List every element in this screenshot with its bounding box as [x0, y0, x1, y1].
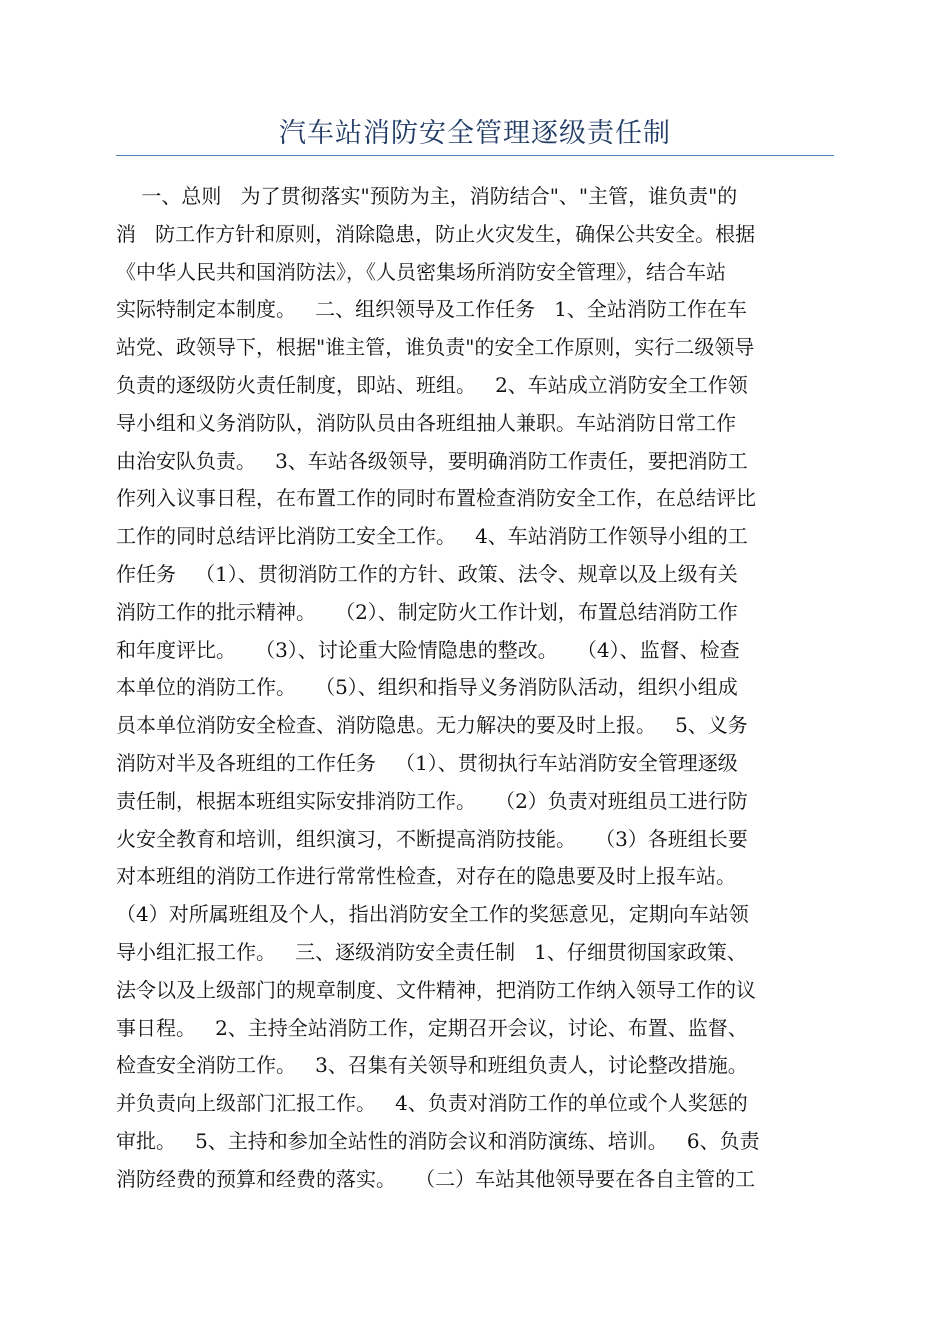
body-line: 消 防工作方针和原则，消除隐患，防止火灾发生，确保公共安全。根据	[116, 221, 756, 246]
body-line: 一、总则 为了贯彻落实"预防为主，消防结合"、"主管，谁负责"的	[116, 184, 738, 208]
body-line: （4）对所属班组及个人，指出消防安全工作的奖惩意见，定期向车站领	[116, 902, 749, 927]
body-line: 由治安队负责。 3、车站各级领导，要明确消防工作责任，要把消防工	[116, 448, 748, 473]
body-line: 员本单位消防安全检查、消防隐患。无力解决的要及时上报。 5、义务	[116, 713, 748, 738]
body-line: 并负责向上级部门汇报工作。 4、负责对消防工作的单位或个人奖惩的	[116, 1091, 748, 1116]
body-line: 本单位的消防工作。 （5）、组织和指导义务消防队活动，组织小组成	[116, 675, 738, 700]
body-line: 审批。 5、主持和参加全站性的消防会议和消防演练、培训。 6、负责	[116, 1128, 760, 1153]
body-line: 消防经费的预算和经费的落实。 （二）车站其他领导要在各自主管的工	[116, 1166, 756, 1191]
title-underline	[116, 155, 834, 156]
body-line: 导小组汇报工作。 三、逐级消防安全责任制 1、仔细贯彻国家政策、	[116, 939, 747, 964]
body-line: 实际特制定本制度。 二、组织领导及工作任务 1、全站消防工作在车	[116, 297, 747, 322]
body-line: 和年度评比。 （3）、讨论重大险情隐患的整改。 （4）、监督、检查	[116, 637, 740, 662]
document-title: 汽车站消防安全管理逐级责任制	[279, 118, 671, 149]
body-line: 责任制，根据本班组实际安排消防工作。 （2）负责对班组员工进行防	[116, 788, 748, 813]
body-line: 作列入议事日程，在布置工作的同时布置检查消防安全工作，在总结评比	[116, 486, 756, 511]
document-body	[116, 178, 846, 1199]
body-line: 消防对半及各班组的工作任务 （1）、贯彻执行车站消防安全管理逐级	[116, 750, 738, 775]
body-line: 对本班组的消防工作进行常常性检查，对存在的隐患要及时上报车站。	[116, 864, 736, 889]
body-line: 事日程。 2、主持全站消防工作，定期召开会议，讨论、布置、监督、	[116, 1015, 748, 1040]
body-line: 《中华人民共和国消防法》，《人员密集场所消防安全管理》，结合车站	[116, 259, 726, 284]
body-line: 检查安全消防工作。 3、召集有关领导和班组负责人，讨论整改措施。	[116, 1053, 748, 1078]
body-line: 站党、政领导下，根据"谁主管，谁负责"的安全工作原则，实行二级领导	[116, 335, 755, 360]
body-line: 火安全教育和培训，组织演习，不断提高消防技能。 （3）各班组长要	[116, 826, 748, 851]
body-line: 消防工作的批示精神。 （2）、制定防火工作计划，布置总结消防工作	[116, 599, 738, 624]
body-line: 作任务 （1）、贯彻消防工作的方针、政策、法令、规章以及上级有关	[116, 561, 738, 586]
body-line: 法令以及上级部门的规章制度、文件精神，把消防工作纳入领导工作的议	[116, 977, 756, 1002]
body-line: 导小组和义务消防队，消防队员由各班组抽人兼职。车站消防日常工作	[116, 410, 736, 435]
body-line: 负责的逐级防火责任制度，即站、班组。 2、车站成立消防安全工作领	[116, 372, 748, 397]
body-line: 工作的同时总结评比消防工安全工作。 4、车站消防工作领导小组的工	[116, 524, 748, 549]
